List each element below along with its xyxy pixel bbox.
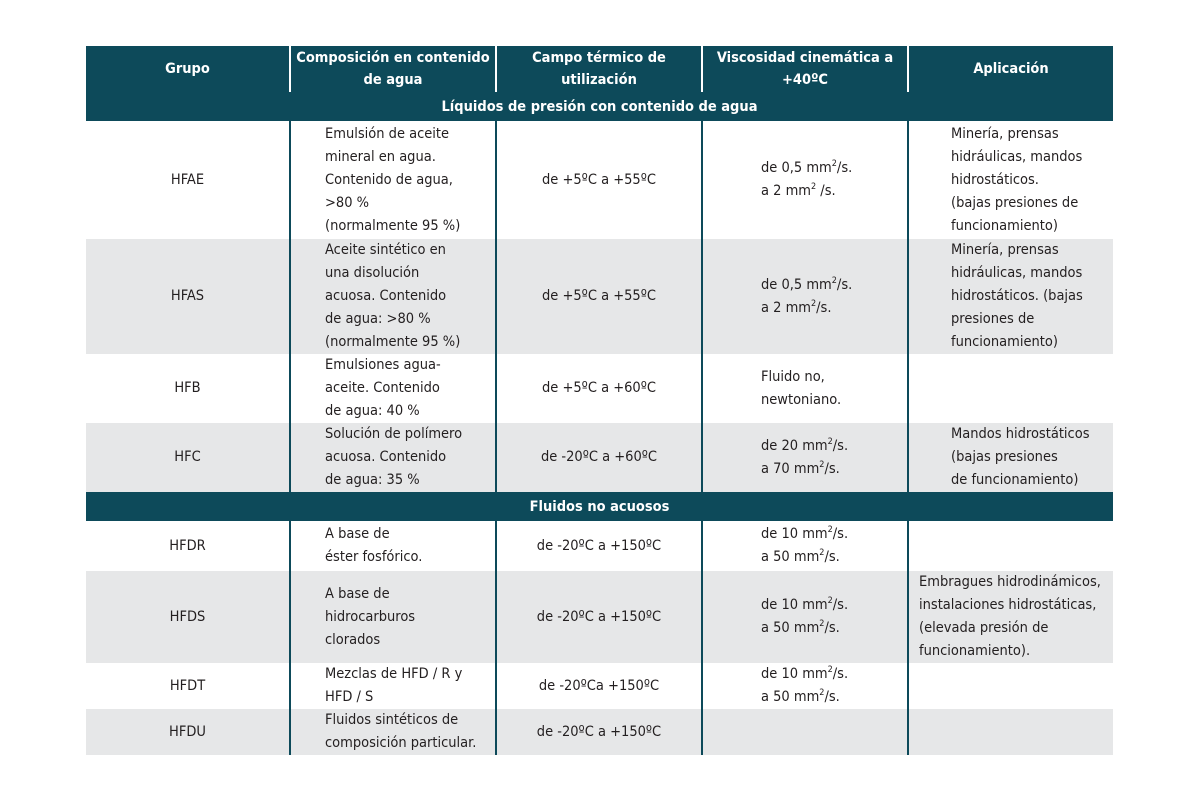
cell-composicion: A base de hidrocarburos clorados: [290, 571, 496, 663]
table-row-hfae: [86, 121, 1113, 239]
cell-grupo: HFAE: [170, 171, 205, 188]
cell-grupo: HFDT: [169, 677, 206, 694]
cell-campo-termico: de +5ºC a +60ºC: [496, 354, 702, 423]
section-title-liquidos: Líquidos de presión con contenido de agua: [86, 92, 1113, 121]
cell-campo-termico: de -20ºC a +150ºC: [496, 571, 702, 663]
cell-campo-termico: de -20ºC a +150ºC: [496, 709, 702, 755]
table-row-hfc: [86, 423, 1113, 492]
header-aplicacion: Aplicación: [908, 46, 1113, 92]
cell-campo-termico: de -20ºC a +60ºC: [496, 423, 702, 492]
cell-viscosidad: de 10 $mm^2/s$. a 50 $mm^2/s$.: [702, 663, 908, 709]
cell-aplicacion: Minería, prensas hidráulicas, mandos hidrostáticos. (bajas presiones de funcionamiento): [908, 121, 1113, 239]
cell-viscosidad: [702, 709, 908, 755]
table-row-hfds: [86, 571, 1113, 663]
cell-grupo: HFAS: [86, 239, 290, 354]
table-row-hfdt: [86, 663, 1113, 709]
cell-aplicacion: Embragues hidrodinámicos, instalaciones hidrostáticas, (elevada presión de funcionamiento).: [908, 571, 1113, 663]
cell-campo-termico: de +5ºC a +55ºC: [496, 121, 702, 239]
cell-campo-termico: de -20ºCa +150ºC: [496, 663, 702, 709]
table-row-hfdu: [86, 709, 1113, 755]
cell-composicion: Aceite sintético en una disolución acuosa. Contenido de agua: >80 % (normalmente 95 %): [290, 239, 496, 354]
header-composicion: Composición en contenido de agua: [290, 46, 496, 92]
cell-campo-termico: de +5ºC a +55ºC: [496, 239, 702, 354]
header-grupo: Grupo: [86, 46, 290, 92]
table-row-hfas: [86, 239, 1113, 354]
table-row-hfdr: [86, 521, 1113, 571]
cell-grupo: HFDS: [86, 571, 290, 663]
header-campo-termico: Campo térmico de utilización: [496, 46, 702, 92]
cell-grupo: HFDU: [86, 709, 290, 755]
cell-composicion: Emulsión de aceite mineral en agua. Contenido de agua, >80 % (normalmente 95 %): [290, 121, 496, 239]
section-row-no-acuosos: [86, 492, 1113, 521]
cell-viscosidad: de 10 $mm^2/s$. a 50 $mm^2/s$.: [702, 521, 908, 571]
cell-grupo: HFC: [86, 423, 290, 492]
cell-viscosidad: Fluido no, newtoniano.: [702, 354, 908, 423]
section-row-liquidos: [86, 92, 1113, 121]
cell-composicion: A base de éster fosfórico.: [290, 521, 496, 571]
cell-aplicacion: [908, 521, 1113, 571]
cell-composicion: Solución de polímero acuosa. Contenido de agua: 35 %: [290, 423, 496, 492]
cell-viscosidad: de 20 $mm^2/s$. a 70 $mm^2/s$.: [702, 423, 908, 492]
cell-grupo: HFB: [174, 380, 201, 396]
cell-aplicacion: [908, 709, 1113, 755]
cell-aplicacion: [908, 354, 1113, 423]
cell-aplicacion: [908, 663, 1113, 709]
header-viscosidad: Viscosidad cinemática a +40ºC: [702, 46, 908, 92]
cell-grupo: HFDR: [169, 537, 206, 554]
hydraulic-fluids-table: [86, 46, 1113, 755]
cell-campo-termico: de -20ºC a +150ºC: [496, 521, 702, 571]
cell-viscosidad: de 10 $mm^2/s$. a 50 $mm^2/s$.: [702, 571, 908, 663]
table-row-hfb: [86, 354, 1113, 423]
cell-viscosidad: de 0,5 $mm^2/s$. a 2 $mm^2$ /s.: [702, 121, 908, 239]
cell-composicion: Emulsiones agua- aceite. Contenido de agua: 40 %: [290, 354, 496, 423]
header-row: [86, 46, 1113, 92]
cell-composicion: Fluidos sintéticos de composición particular.: [290, 709, 496, 755]
cell-composicion: Mezclas de HFD / R y HFD / S: [290, 663, 496, 709]
section-title-no-acuosos: Fluidos no acuosos: [86, 492, 1113, 521]
cell-viscosidad: de 0,5 $mm^2/s$. a 2 $mm^2/s$.: [702, 239, 908, 354]
cell-aplicacion: Mandos hidrostáticos (bajas presiones de funcionamiento): [908, 423, 1113, 492]
cell-aplicacion: Minería, prensas hidráulicas, mandos hidrostáticos. (bajas presiones de funcionamiento): [908, 239, 1113, 354]
